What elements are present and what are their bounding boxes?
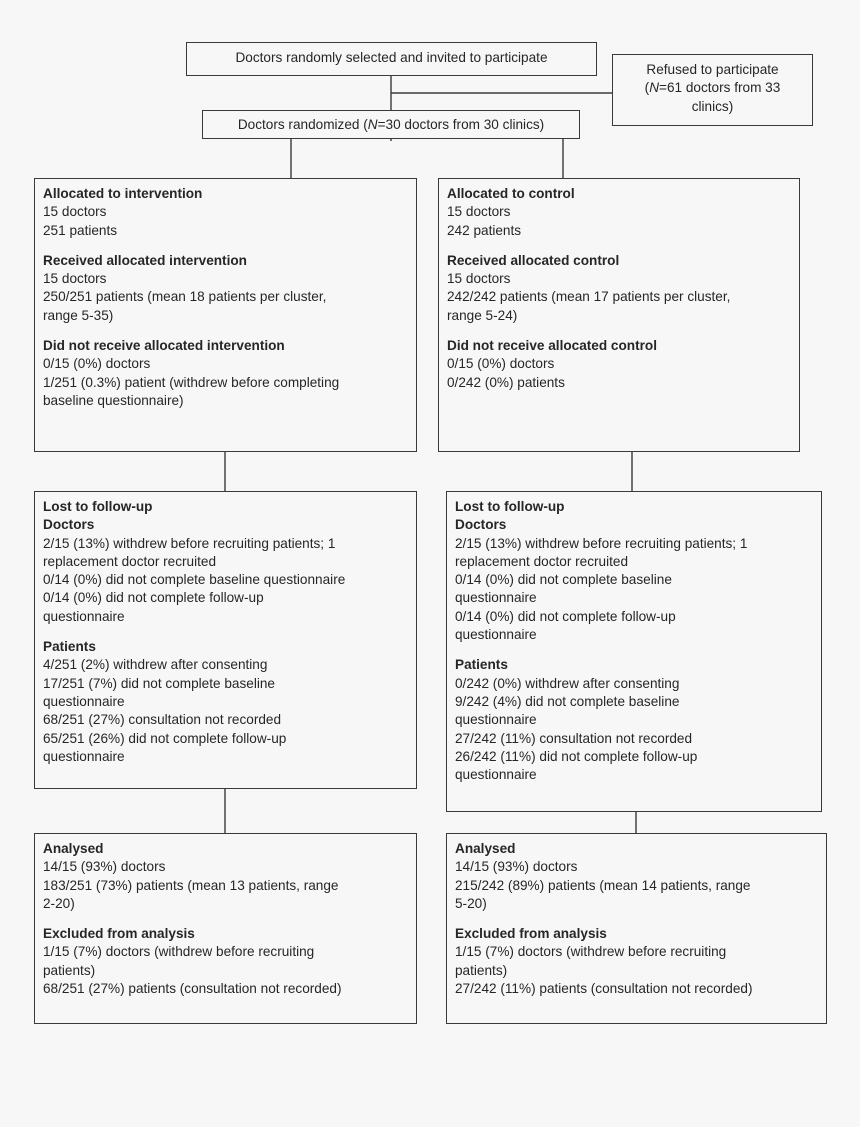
allocation-control-box <box>438 178 800 452</box>
an-int-title-1: Excluded from analysis <box>43 926 195 942</box>
text-line: 15 doctors <box>447 204 511 220</box>
fu-int-doctors <box>43 498 408 626</box>
text-line: baseline questionnaire) <box>43 392 184 408</box>
an-int-title-0: Analysed <box>43 841 104 856</box>
an-ctl-section-1 <box>455 925 818 998</box>
text-line: questionnaire <box>455 767 537 783</box>
text-line: 15 doctors <box>43 271 107 287</box>
text-line: patients) <box>43 962 96 978</box>
text-line: 68/251 (27%) patients (consultation not recorded) <box>43 981 342 997</box>
text-line: questionnaire <box>43 748 125 764</box>
an-ctl-title-1: Excluded from analysis <box>455 926 607 942</box>
invited-text: Doctors randomly selected and invited to participate <box>235 50 548 65</box>
text-line: range 5-35) <box>43 307 114 323</box>
alloc-int-section-2 <box>43 337 408 410</box>
text-line: 215/242 (89%) patients (mean 14 patients, range <box>455 877 751 893</box>
text-line: 0/14 (0%) did not complete follow-up <box>43 590 264 606</box>
fu-int-doctors-title: Doctors <box>43 517 95 533</box>
text-line: 4/251 (2%) withdrew after consenting <box>43 657 268 673</box>
text-line: 14/15 (93%) doctors <box>43 859 166 875</box>
text-line: 0/14 (0%) did not complete follow-up <box>455 608 676 624</box>
text-line: 183/251 (73%) patients (mean 13 patients, range <box>43 877 339 893</box>
alloc-ctl-title-2: Did not receive allocated control <box>447 338 657 354</box>
text-line: 68/251 (27%) consultation not recorded <box>43 712 282 728</box>
fu-int-patients-title: Patients <box>43 639 96 655</box>
fu-ctl-patients-title: Patients <box>455 657 508 673</box>
text-line: 9/242 (4%) did not complete baseline <box>455 693 680 709</box>
fu-int-patients <box>43 638 408 766</box>
alloc-int-section-0 <box>43 185 408 240</box>
refused-line1: Refused to participate <box>646 62 779 77</box>
allocation-intervention-box <box>34 178 417 452</box>
fu-int-title: Lost to follow-up <box>43 499 153 514</box>
invited-box <box>186 42 597 76</box>
an-ctl-title-0: Analysed <box>455 841 516 856</box>
fu-ctl-doctors <box>455 498 813 644</box>
alloc-ctl-section-0 <box>447 185 791 240</box>
text-line: 5-20) <box>455 895 487 911</box>
text-line: 1/15 (7%) doctors (withdrew before recruiting <box>455 944 727 960</box>
alloc-ctl-title-0: Allocated to control <box>447 186 575 201</box>
text-line: 15 doctors <box>447 271 511 287</box>
text-line: range 5-24) <box>447 307 518 323</box>
text-line: 65/251 (26%) did not complete follow-up <box>43 730 287 746</box>
alloc-int-title-0: Allocated to intervention <box>43 186 203 201</box>
alloc-ctl-title-1: Received allocated control <box>447 252 620 268</box>
text-line: 0/242 (0%) patients <box>447 374 565 390</box>
refused-box <box>612 54 813 126</box>
text-line: 0/15 (0%) doctors <box>43 356 151 372</box>
alloc-int-title-2: Did not receive allocated intervention <box>43 338 285 354</box>
followup-control-box <box>446 491 822 812</box>
refused-line3: clinics) <box>691 98 734 114</box>
text-line: 15 doctors <box>43 204 107 220</box>
text-line: 242 patients <box>447 222 522 238</box>
text-line: 0/14 (0%) did not complete baseline questionnaire <box>43 572 346 588</box>
text-line: questionnaire <box>43 608 125 624</box>
text-line: 17/251 (7%) did not complete baseline <box>43 675 275 691</box>
text-line: 26/242 (11%) did not complete follow-up <box>455 748 698 764</box>
fu-ctl-patients <box>455 656 813 784</box>
text-line: 27/242 (11%) consultation not recorded <box>455 730 693 746</box>
text-line: 251 patients <box>43 222 118 238</box>
text-line: questionnaire <box>455 590 537 606</box>
an-int-section-0 <box>43 840 408 913</box>
randomized-box <box>202 110 580 139</box>
text-line: 1/251 (0.3%) patient (withdrew before completing <box>43 374 340 390</box>
text-line: patients) <box>455 962 508 978</box>
refused-line2: (N=61 doctors from 33 <box>644 80 781 96</box>
alloc-ctl-section-2 <box>447 337 791 392</box>
text-line: questionnaire <box>455 712 537 728</box>
text-line: 14/15 (93%) doctors <box>455 859 578 875</box>
followup-intervention-box <box>34 491 417 789</box>
alloc-int-section-1 <box>43 252 408 325</box>
text-line: 0/242 (0%) withdrew after consenting <box>455 675 680 691</box>
an-ctl-section-0 <box>455 840 818 913</box>
fu-ctl-doctors-title: Doctors <box>455 517 507 533</box>
randomized-text: Doctors randomized (N=30 doctors from 30 clinics) <box>237 117 545 132</box>
text-line: 2-20) <box>43 895 75 911</box>
text-line: replacement doctor recruited <box>43 553 217 569</box>
text-line: 242/242 patients (mean 17 patients per cluster, <box>447 289 731 305</box>
text-line: 2/15 (13%) withdrew before recruiting patients; 1 <box>43 535 336 551</box>
text-line: 2/15 (13%) withdrew before recruiting patients; 1 <box>455 535 748 551</box>
text-line: 1/15 (7%) doctors (withdrew before recruiting <box>43 944 315 960</box>
text-line: 0/14 (0%) did not complete baseline <box>455 572 672 588</box>
text-line: questionnaire <box>43 693 125 709</box>
an-int-section-1 <box>43 925 408 998</box>
alloc-ctl-section-1 <box>447 252 791 325</box>
text-line: 27/242 (11%) patients (consultation not recorded) <box>455 981 753 997</box>
text-line: replacement doctor recruited <box>455 553 629 569</box>
fu-ctl-title: Lost to follow-up <box>455 499 565 514</box>
analysis-control-box <box>446 833 827 1024</box>
text-line: questionnaire <box>455 627 537 643</box>
text-line: 250/251 patients (mean 18 patients per cluster, <box>43 289 327 305</box>
alloc-int-title-1: Received allocated intervention <box>43 252 247 268</box>
analysis-intervention-box <box>34 833 417 1024</box>
text-line: 0/15 (0%) doctors <box>447 356 555 372</box>
